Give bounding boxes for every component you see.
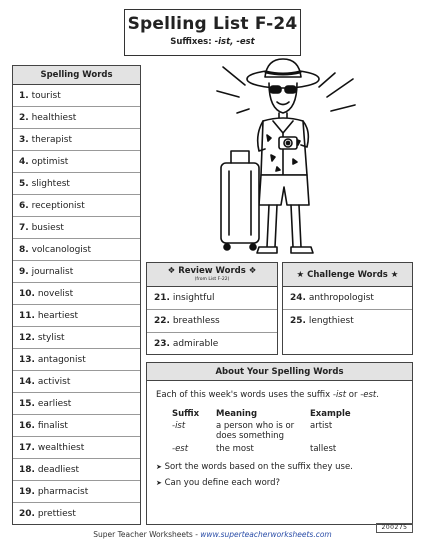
about-spelling-words-box xyxy=(146,362,413,525)
item-number: 19. xyxy=(19,487,35,497)
item-number: 15. xyxy=(19,399,35,409)
list-item xyxy=(147,287,277,310)
item-number: 17. xyxy=(19,443,35,453)
suitcase-icon xyxy=(221,151,259,250)
head xyxy=(269,83,297,119)
meaning-cell: the most xyxy=(216,444,254,454)
item-number: 22. xyxy=(154,316,170,326)
item-word: anthropologist xyxy=(308,293,374,303)
item-word: journalist xyxy=(31,267,74,277)
item-number: 25. xyxy=(290,316,306,326)
list-item xyxy=(147,310,277,333)
list-item xyxy=(13,371,140,393)
list-item xyxy=(13,305,140,327)
item-number: 11. xyxy=(19,311,35,321)
title-box xyxy=(124,9,301,56)
spelling-words-box xyxy=(12,65,141,525)
footer xyxy=(0,530,425,539)
item-number: 12. xyxy=(19,333,35,343)
meaning-cell: a person who is or does something xyxy=(216,421,295,441)
list-item xyxy=(13,437,140,459)
item-word: optimist xyxy=(31,157,69,167)
challenge-words-heading: ★ Challenge Words ★ xyxy=(283,263,412,287)
list-item xyxy=(13,173,140,195)
suffix-table xyxy=(172,409,359,457)
list-item xyxy=(13,415,140,437)
item-word: novelist xyxy=(37,289,74,299)
item-word: earliest xyxy=(37,399,72,409)
legs xyxy=(257,205,313,253)
table-row xyxy=(172,444,359,457)
item-number: 3. xyxy=(19,135,29,145)
item-number: 20. xyxy=(19,509,35,519)
footer-url-link[interactable]: www.superteacherworksheets.com xyxy=(200,530,332,539)
item-word: antagonist xyxy=(37,355,86,365)
table-row xyxy=(172,421,359,444)
item-number: 13. xyxy=(19,355,35,365)
item-word: busiest xyxy=(31,223,64,233)
item-word: activist xyxy=(37,377,71,387)
intro-text-1: Each of this week's words uses the suffix xyxy=(156,390,333,400)
item-number: 21. xyxy=(154,293,170,303)
bullet-item xyxy=(156,462,404,473)
item-number: 16. xyxy=(19,421,35,431)
item-number: 2. xyxy=(19,113,29,123)
about-heading: About Your Spelling Words xyxy=(147,363,412,381)
tourist-illustration xyxy=(215,55,375,260)
list-item xyxy=(13,261,140,283)
item-number: 6. xyxy=(19,201,29,211)
review-word-list xyxy=(147,287,277,356)
item-word: breathless xyxy=(172,316,220,326)
item-word: stylist xyxy=(37,333,65,343)
list-item xyxy=(13,393,140,415)
list-item xyxy=(13,459,140,481)
list-item xyxy=(13,349,140,371)
suffix-value: -est xyxy=(172,444,189,454)
list-item xyxy=(13,327,140,349)
spelling-word-list xyxy=(13,85,140,525)
item-number: 8. xyxy=(19,245,29,255)
item-word: slightest xyxy=(31,179,70,189)
item-word: deadliest xyxy=(37,465,80,475)
list-item xyxy=(13,481,140,503)
item-word: prettiest xyxy=(37,509,76,519)
example-header: Example xyxy=(310,409,351,419)
list-item xyxy=(13,129,140,151)
intro-text-3: . xyxy=(376,390,379,400)
page-subtitle xyxy=(125,37,300,47)
meaning-header: Meaning xyxy=(216,409,258,419)
item-number: 5. xyxy=(19,179,29,189)
item-word: insightful xyxy=(172,293,215,303)
subtitle-suffixes: -ist, -est xyxy=(214,37,255,47)
review-words-header xyxy=(147,263,277,287)
item-word: receptionist xyxy=(31,201,85,211)
challenge-words-box xyxy=(282,262,413,355)
shorts xyxy=(259,175,309,205)
worksheet-code: 200275 xyxy=(376,523,413,533)
bullet-text: Can you define each word? xyxy=(164,478,281,488)
item-number: 4. xyxy=(19,157,29,167)
intro-text-2: or xyxy=(346,390,361,400)
list-item xyxy=(283,287,412,310)
spelling-words-heading: Spelling Words xyxy=(13,66,140,85)
item-word: wealthiest xyxy=(37,443,85,453)
item-number: 7. xyxy=(19,223,29,233)
item-word: admirable xyxy=(172,339,219,349)
item-number: 14. xyxy=(19,377,35,387)
item-number: 23. xyxy=(154,339,170,349)
arrow-icon: ➤ xyxy=(156,479,162,487)
suffix-table-header-row xyxy=(172,409,359,421)
subtitle-label: Suffixes: xyxy=(170,37,215,47)
item-number: 10. xyxy=(19,289,35,299)
bullet-item xyxy=(156,478,404,489)
item-word: volcanologist xyxy=(31,245,92,255)
list-item xyxy=(147,333,277,356)
suffix-header: Suffix xyxy=(172,409,200,419)
about-body xyxy=(147,381,412,489)
footer-brand: Super Teacher Worksheets - xyxy=(93,530,201,539)
example-cell: tallest xyxy=(310,444,337,454)
intro-suffix-est: -est xyxy=(360,390,377,400)
item-number: 9. xyxy=(19,267,29,277)
item-number: 24. xyxy=(290,293,306,303)
item-word: healthiest xyxy=(31,113,77,123)
review-words-box xyxy=(146,262,278,355)
review-words-heading: ❖ Review Words ❖ xyxy=(167,266,257,276)
list-item xyxy=(13,85,140,107)
list-item xyxy=(13,217,140,239)
intro-suffix-ist: -ist xyxy=(332,390,347,400)
list-item xyxy=(13,107,140,129)
item-word: lengthiest xyxy=(308,316,354,326)
item-word: therapist xyxy=(31,135,72,145)
arrow-icon: ➤ xyxy=(156,463,162,471)
item-word: heartiest xyxy=(37,311,79,321)
item-word: tourist xyxy=(31,91,61,101)
list-item xyxy=(13,283,140,305)
suffix-cell xyxy=(172,444,216,457)
list-item xyxy=(283,310,412,333)
bullet-text: Sort the words based on the suffix they use. xyxy=(164,462,353,472)
review-words-source: (from List F-22) xyxy=(194,277,230,282)
about-intro xyxy=(156,390,404,401)
suffix-cell xyxy=(172,421,216,444)
list-item xyxy=(13,239,140,261)
list-item xyxy=(13,151,140,173)
item-number: 18. xyxy=(19,465,35,475)
list-item xyxy=(13,195,140,217)
page-title: Spelling List F-24 xyxy=(127,14,298,34)
challenge-word-list xyxy=(283,287,412,333)
example-cell: artist xyxy=(310,421,333,431)
suffix-value: -ist xyxy=(172,421,186,431)
list-item xyxy=(13,503,140,525)
item-number: 1. xyxy=(19,91,29,101)
camera-icon xyxy=(279,137,297,149)
item-word: finalist xyxy=(37,421,68,431)
item-word: pharmacist xyxy=(37,487,89,497)
